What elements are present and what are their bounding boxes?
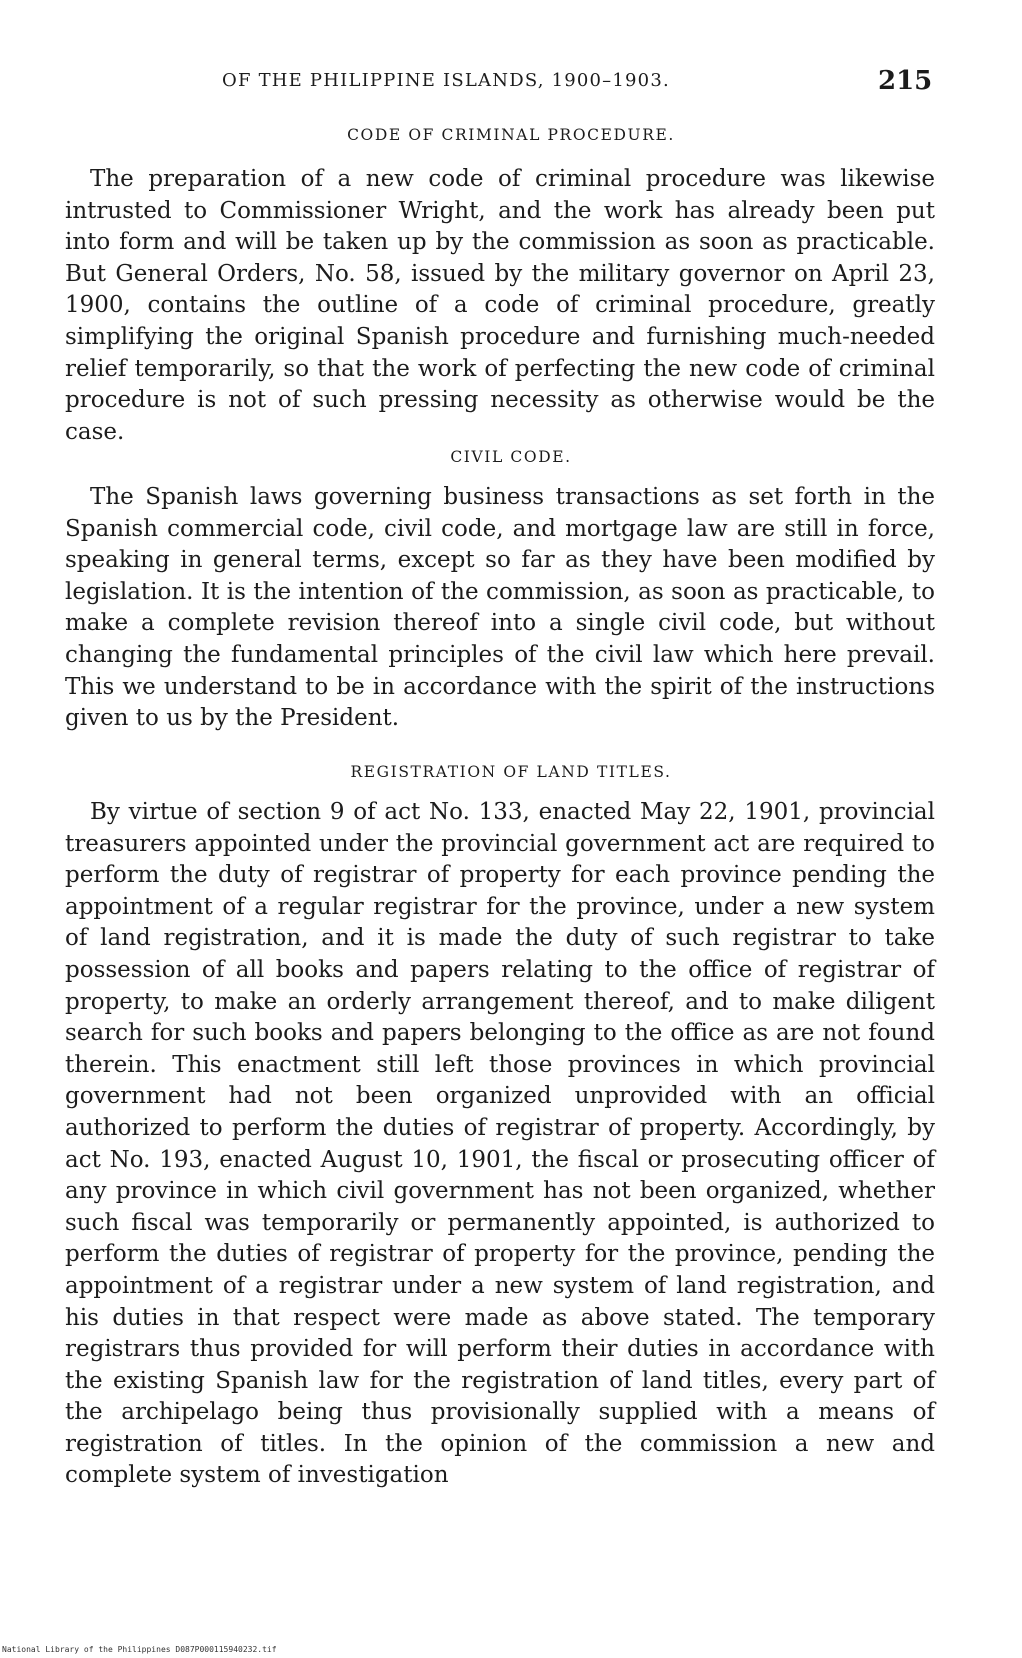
section-heading-land-titles: REGISTRATION OF LAND TITLES. [350, 763, 672, 781]
running-head-title: OF THE PHILIPPINE ISLANDS, 1900–1903. [222, 70, 670, 91]
section-heading-criminal-procedure: CODE OF CRIMINAL PROCEDURE. [347, 126, 675, 144]
section-heading-civil-code: CIVIL CODE. [450, 448, 572, 466]
paragraph-criminal-procedure: The preparation of a new code of criminal procedure was likewise intrusted to Commissioner Wright, and the work has already been put into form and will be taken up by the commission as soon as practicable. But General Orders, No. 58, issued by the military governor on April 23, 1900, contains the outline of a code of criminal procedure, greatly simplifying the original Spanish procedure and furnishing much-needed relief temporarily, so that the work of perfecting the new code of criminal procedure is not of such pressing necessity as otherwise would be the case. [65, 166, 935, 445]
scan-credit-footer: National Library of the Philippines D087P000115940232.tif [2, 1645, 277, 1654]
paragraph-land-titles: By virtue of section 9 of act No. 133, enacted May 22, 1901, provincial treasurers appointed under the provincial government act are required to perform the duty of registrar of property for each province pending the appointment of a regular registrar for the province, under a new system of land registration, and it is made the duty of such registrar to take possession of all books and papers relating to the office of registrar of property, to make an orderly arrangement thereof, and to make diligent search for such books and papers belonging to the office as are not found therein. This enactment still left those provinces in which provincial government had not been organized unprovided with an official authorized to perform the duties of registrar of property. Accordingly, by act No. 193, enacted August 10, 1901, the fiscal or prosecuting officer of any province in which civil government has not been organized, whether such fiscal was temporarily or permanently appointed, is authorized to perform the duties of registrar of property for the province, pending the appointment of a registrar under a new system of land registration, and his duties in that respect were made as above stated. The temporary registrars thus provided for will perform their duties in accordance with the existing Spanish law for the registration of land titles, every part of the archipelago being thus provisionally supplied with a means of registration of titles. In the opinion of the commission a new and complete system of investigation [65, 799, 935, 1489]
paragraph-civil-code: The Spanish laws governing business transactions as set forth in the Spanish commercial code, civil code, and mortgage law are still in force, speaking in general terms, except so far as they have been modified by legislation. It is the intention of the commission, as soon as practicable, to make a complete revision thereof into a single civil code, but without changing the fundamental principles of the civil law which here prevail. This we understand to be in accordance with the spirit of the instructions given to us by the President. [65, 484, 935, 732]
page-number: 215 [878, 66, 933, 96]
